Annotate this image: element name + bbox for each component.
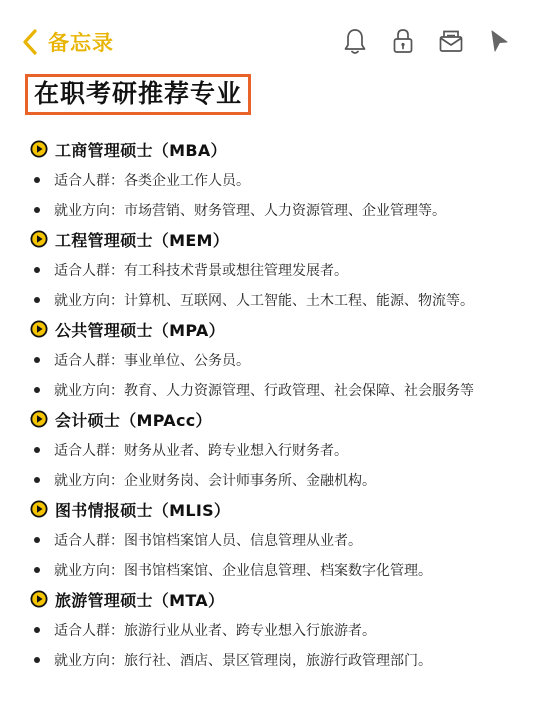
list-item bbox=[34, 615, 540, 645]
bullet-dot bbox=[34, 657, 40, 663]
play-circle-icon bbox=[30, 230, 48, 248]
play-circle-icon bbox=[30, 320, 48, 338]
audience-text: 适合人群：旅游行业从业者、跨专业想入行旅游者。 bbox=[54, 623, 376, 639]
section bbox=[0, 405, 540, 495]
list-item bbox=[34, 645, 540, 675]
career-text: 就业方向：市场营销、财务管理、人力资源管理、企业管理等。 bbox=[54, 203, 446, 219]
list-item bbox=[34, 525, 540, 555]
top-bar bbox=[0, 22, 540, 62]
career-text: 就业方向：旅行社、酒店、景区管理岗，旅游行政管理部门。 bbox=[54, 653, 432, 669]
section bbox=[0, 135, 540, 225]
toolbar-icons bbox=[340, 25, 514, 57]
career-text: 就业方向：图书馆档案馆、企业信息管理、档案数字化管理。 bbox=[54, 563, 432, 579]
list-item bbox=[34, 195, 540, 225]
section-title: 工商管理硕士（MBA） bbox=[55, 140, 227, 160]
bullet-dot bbox=[34, 387, 40, 393]
navigate-icon[interactable] bbox=[484, 25, 514, 57]
section bbox=[0, 585, 540, 675]
back-label: 备忘录 bbox=[48, 31, 114, 55]
audience-text: 适合人群：各类企业工作人员。 bbox=[54, 173, 250, 189]
section bbox=[0, 315, 540, 405]
back-button[interactable] bbox=[22, 22, 114, 62]
play-circle-icon bbox=[30, 410, 48, 428]
bullet-dot bbox=[34, 447, 40, 453]
section-title: 工程管理硕士（MEM） bbox=[55, 230, 230, 250]
chevron-left-icon bbox=[22, 28, 38, 56]
audience-text: 适合人群：财务从业者、跨专业想入行财务者。 bbox=[54, 443, 348, 459]
bullet-dot bbox=[34, 297, 40, 303]
bullet-dot bbox=[34, 267, 40, 273]
bullet-dot bbox=[34, 537, 40, 543]
list-item bbox=[34, 285, 540, 315]
bell-icon[interactable] bbox=[340, 25, 370, 57]
section-heading bbox=[30, 495, 540, 523]
section-heading bbox=[30, 135, 540, 163]
section-heading bbox=[30, 315, 540, 343]
lock-icon[interactable] bbox=[388, 25, 418, 57]
play-circle-icon bbox=[30, 590, 48, 608]
section-heading bbox=[30, 405, 540, 433]
bullet-dot bbox=[34, 627, 40, 633]
play-circle-icon bbox=[30, 500, 48, 518]
bullet-dot bbox=[34, 357, 40, 363]
list-item bbox=[34, 465, 540, 495]
section-title: 公共管理硕士（MPA） bbox=[55, 320, 225, 340]
section-title: 图书情报硕士（MLIS） bbox=[55, 500, 231, 520]
section-heading bbox=[30, 585, 540, 613]
list-item bbox=[34, 435, 540, 465]
mail-icon[interactable] bbox=[436, 25, 466, 57]
play-circle-icon bbox=[30, 140, 48, 158]
section-title: 旅游管理硕士（MTA） bbox=[55, 590, 225, 610]
list-item bbox=[34, 375, 540, 405]
bullet-dot bbox=[34, 567, 40, 573]
audience-text: 适合人群：有工科技术背景或想往管理发展者。 bbox=[54, 263, 348, 279]
section bbox=[0, 225, 540, 315]
career-text: 就业方向：教育、人力资源管理、行政管理、社会保障、社会服务等 bbox=[54, 383, 474, 399]
bullet-dot bbox=[34, 177, 40, 183]
section-title: 会计硕士（MPAcc） bbox=[55, 410, 212, 430]
list-item bbox=[34, 555, 540, 585]
section bbox=[0, 495, 540, 585]
note-title: 在职考研推荐专业 bbox=[25, 74, 251, 115]
bullet-dot bbox=[34, 207, 40, 213]
list-item bbox=[34, 165, 540, 195]
note-content bbox=[0, 135, 540, 675]
section-heading bbox=[30, 225, 540, 253]
list-item bbox=[34, 255, 540, 285]
bullet-dot bbox=[34, 477, 40, 483]
career-text: 就业方向：计算机、互联网、人工智能、土木工程、能源、物流等。 bbox=[54, 293, 474, 309]
audience-text: 适合人群：图书馆档案馆人员、信息管理从业者。 bbox=[54, 533, 362, 549]
list-item bbox=[34, 345, 540, 375]
audience-text: 适合人群：事业单位、公务员。 bbox=[54, 353, 250, 369]
career-text: 就业方向：企业财务岗、会计师事务所、金融机构。 bbox=[54, 473, 376, 489]
